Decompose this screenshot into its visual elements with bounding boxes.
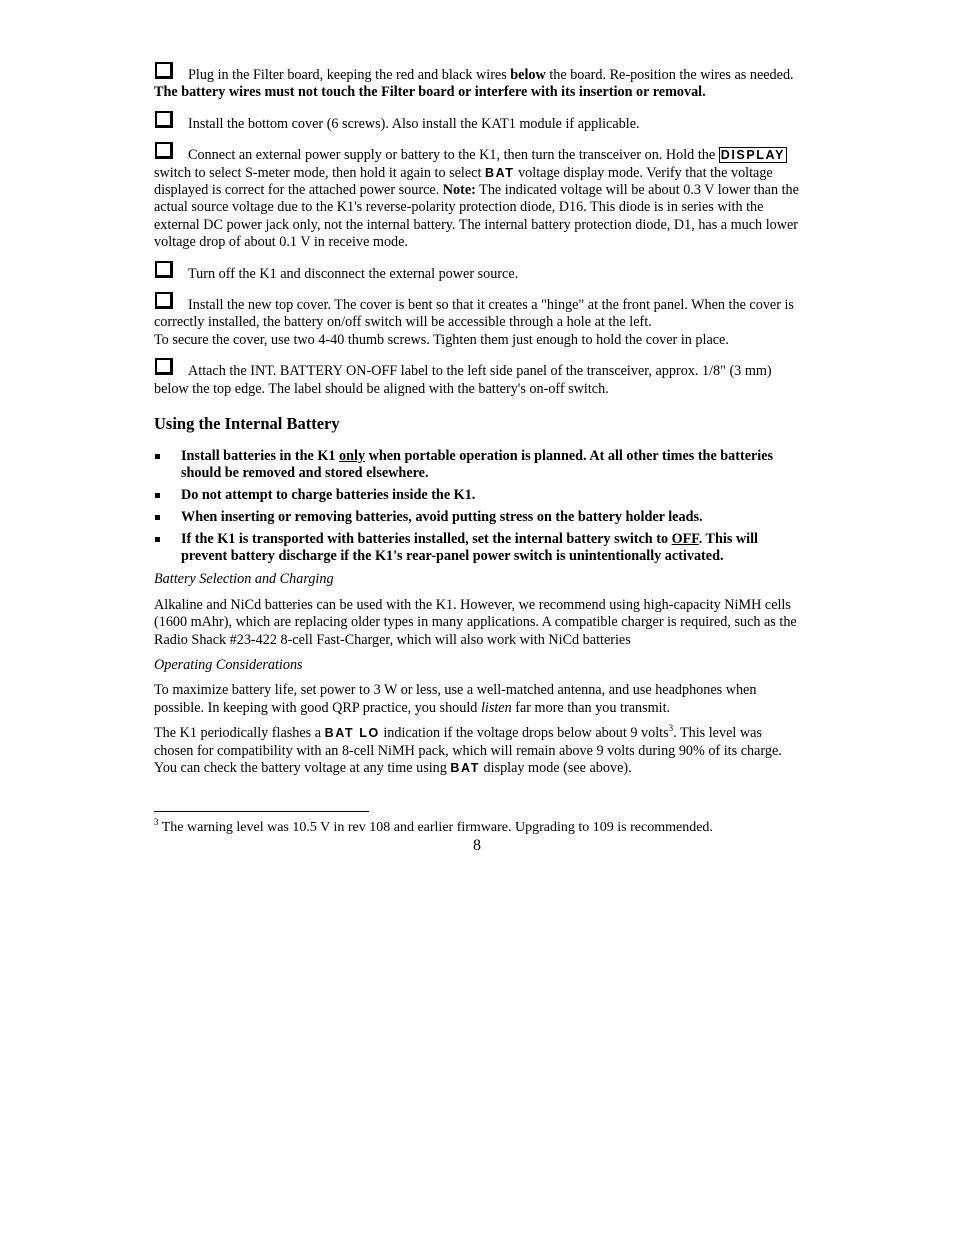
bat-lo-label: BAT LO bbox=[324, 726, 380, 741]
step-install-top-cover bbox=[154, 290, 800, 349]
section-title: Using the Internal Battery bbox=[154, 414, 340, 434]
bat-mode-label: BAT bbox=[450, 761, 480, 776]
footnote-ref[interactable]: 3 bbox=[668, 723, 674, 734]
checkbox-icon[interactable] bbox=[155, 62, 173, 79]
checkbox-icon[interactable] bbox=[155, 111, 173, 128]
step-connect-power bbox=[154, 140, 800, 251]
step-text: Attach the INT. BATTERY ON-OFF label to the left side panel of the transceiver, approx. 1/8" (3 mm) below the top edge. The label should be aligned with the battery's on-off switch. bbox=[154, 363, 772, 397]
step-turn-off bbox=[154, 259, 800, 283]
bullet-icon bbox=[155, 454, 160, 459]
battery-warnings-list bbox=[154, 448, 800, 566]
manual-page bbox=[154, 60, 800, 854]
list-item: When inserting or removing batteries, avoid putting stress on the battery holder leads. bbox=[154, 509, 800, 526]
bat-mode-label: BAT bbox=[484, 165, 515, 180]
step-text: Install the new top cover. The cover is bent so that it creates a "hinge" at the front panel. When the cover is correctly installed, the battery on/off switch will be accessible through a hole at the left. To secure the cover, use two 4-40 thumb screws. Tighten them just enough to hold the cover in place. bbox=[154, 297, 794, 348]
step-install-bottom-cover bbox=[154, 109, 800, 133]
list-item: Install batteries in the K1 only when portable operation is planned. At all other times the batteries should be removed and stored elsewhere. bbox=[154, 448, 800, 483]
bullet-icon bbox=[155, 537, 160, 542]
list-item: If the K1 is transported with batteries installed, set the internal battery switch to OFF. This will prevent battery discharge if the K1's rear-panel power switch is unintentionally activated. bbox=[154, 531, 800, 566]
display-switch-label: DISPLAY bbox=[720, 148, 785, 163]
step-text: Plug in the Filter board, keeping the red and black wires below the board. Re-position the wires as needed. The battery wires must not touch the Filter board or interfere with its insertion or removal. bbox=[154, 67, 794, 101]
list-item: Do not attempt to charge batteries inside the K1. bbox=[154, 487, 800, 504]
paragraph-battery-selection: Alkaline and NiCd batteries can be used with the K1. However, we recommend using high-capacity NiMH cells (1600 mAhr), which are replacing older types in many applications. A compatible charger is required, such as the Radio Shack #23-422 8-cell Fast-Charger, which will also work with NiCd batteries bbox=[154, 596, 797, 648]
bullet-icon bbox=[155, 515, 160, 520]
footnote: $^3$ The warning level was 10.5 V in rev 108 and earlier firmware. Upgrading to 109 is recommended. bbox=[154, 816, 713, 835]
checkbox-icon[interactable] bbox=[155, 261, 173, 278]
checkbox-icon[interactable] bbox=[155, 142, 173, 159]
paragraph-bat-lo: The K1 periodically flashes a BAT LO indication if the voltage drops below about 9 volts$^3$. This level was chosen for compatibility with an 8-cell NiMH pack, which will remain above 9 volts during 90% of its charge. You can check the battery voltage at any time using BAT display mode (see above). bbox=[154, 723, 782, 777]
subheading-battery-selection: Battery Selection and Charging bbox=[154, 571, 334, 588]
footnote-divider bbox=[154, 811, 369, 812]
step-text: Turn off the K1 and disconnect the external power source. bbox=[188, 265, 519, 282]
step-text: Install the bottom cover (6 screws). Also install the KAT1 module if applicable. bbox=[188, 115, 640, 132]
paragraph-operating: To maximize battery life, set power to 3 W or less, use a well-matched antenna, and use headphones when possible. In keeping with good QRP practice, you should listen far more than you transmit. bbox=[154, 682, 757, 716]
step-attach-label bbox=[154, 356, 800, 398]
step-text: Connect an external power supply or battery to the K1, then turn the transceiver on. Hold the DISPLAY switch to select S-meter mode, then hold it again to select BAT voltage display mode. Verify that the voltage displayed is correct for the attached power source. Note: The indicated voltage will be about 0.3 V lower than the actual source voltage due to the K1's reverse-polarity protection diode, D16. This diode is in series with the external DC power jack only, not the internal battery. The internal battery protection diode, D1, has a much lower voltage drop of about 0.1 V in receive mode. bbox=[154, 147, 799, 251]
bullet-icon bbox=[155, 493, 160, 498]
subheading-operating-considerations: Operating Considerations bbox=[154, 657, 303, 674]
checkbox-icon[interactable] bbox=[155, 358, 173, 375]
step-plug-filter-board bbox=[154, 60, 800, 102]
page-number: 8 bbox=[473, 836, 481, 854]
checkbox-icon[interactable] bbox=[155, 292, 173, 309]
